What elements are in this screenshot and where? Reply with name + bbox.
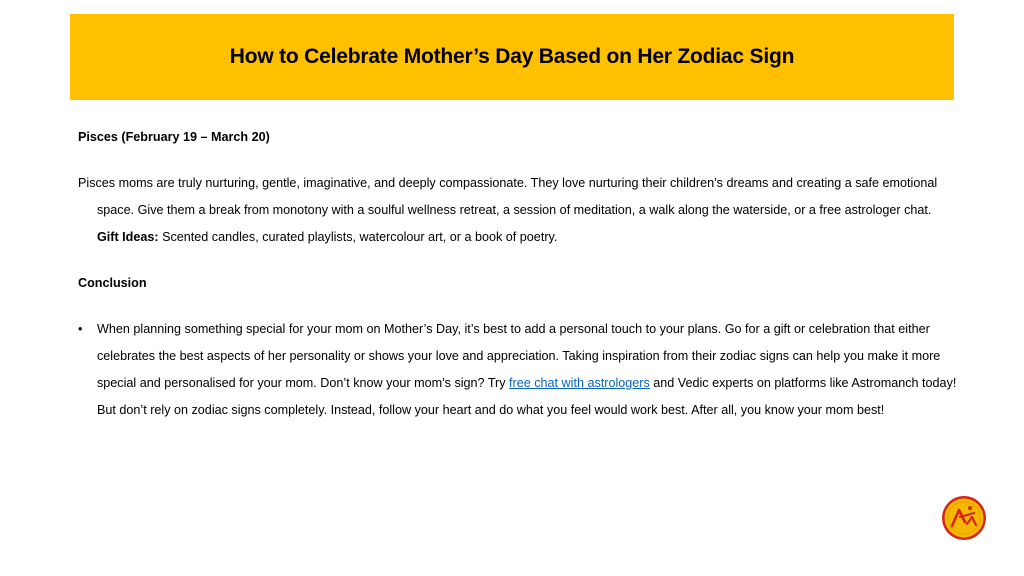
astrologer-chat-link[interactable]: free chat with astrologers xyxy=(509,376,650,390)
conclusion-heading: Conclusion xyxy=(78,276,147,290)
astromanch-logo-icon xyxy=(941,495,987,541)
pisces-heading: Pisces (February 19 – March 20) xyxy=(78,130,270,144)
bullet-icon: • xyxy=(78,322,83,336)
page-title: How to Celebrate Mother’s Day Based on Her Zodiac Sign xyxy=(229,45,795,68)
spacer xyxy=(78,297,958,316)
title-banner xyxy=(70,14,954,100)
conclusion-text xyxy=(97,316,958,424)
spacer xyxy=(78,251,958,270)
conclusion-text-before: When planning something special for your mom on Mother’s Day, it’s best to add a personal touch to your plans. Go for a gift or celebration that either celebrates the best aspects of her personality or shows your love and appreciation. Taking inspiration from their zodiac signs can help you make it more special and personalised for your mom. Don’t know your mom’s sign? Try xyxy=(97,322,941,390)
gift-ideas-text: Scented candles, curated playlists, watercolour art, or a book of poetry. xyxy=(158,230,558,244)
conclusion-bullet-item xyxy=(78,316,958,424)
gift-ideas-label: Gift Ideas: xyxy=(97,230,159,244)
gift-ideas xyxy=(78,224,958,251)
slide-content xyxy=(78,124,958,424)
spacer xyxy=(78,151,958,170)
pisces-paragraph: Pisces moms are truly nurturing, gentle, imaginative, and deeply compassionate. They love nurturing their children’s dreams and creating a safe emotional space. Give them a break from monotony with a soulful wellness retreat, a session of meditation, a walk along the waterside, or a free astrologer chat. xyxy=(78,176,938,217)
conclusion-text-after: and Vedic experts on platforms like Astromanch today! But don’t rely on zodiac signs completely. Instead, follow your heart and do what you feel would work best. After all, you know your mom best! xyxy=(97,376,957,417)
